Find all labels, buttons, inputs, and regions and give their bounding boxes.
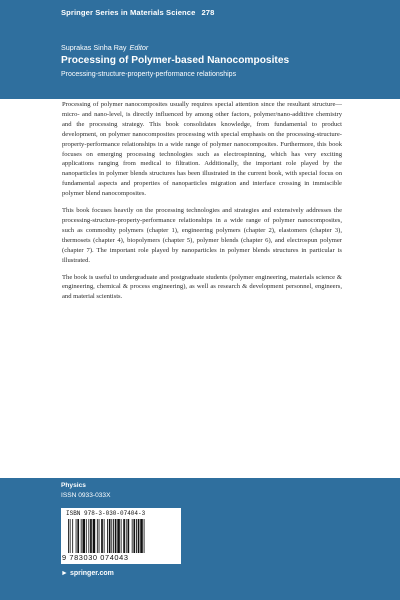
barcode-bar bbox=[99, 519, 100, 553]
barcode-bar bbox=[140, 519, 143, 553]
barcode-bar bbox=[123, 519, 125, 553]
website-link[interactable] bbox=[61, 570, 114, 577]
blurb-paragraph-2: This book focuses heavily on the processing technologies and strategies and extensively addresses the processing-structure-property-performance relationships in a wide range of polymer nanocomposites, such as commodity polymers (chapter 1), engineering polymers (chapter 2), elastomers (chapter 3), thermosets (chapter 4), biopolymers (chapter 5), polymer blends (chapter 6), and electrospun polymer (chapter 7). The important role played by nanoparticles in polymer blends structures in particular is illustrated. bbox=[62, 207, 342, 264]
barcode-bar bbox=[128, 519, 130, 553]
arrow-right-icon: ► bbox=[61, 570, 68, 577]
barcode-bar bbox=[113, 519, 114, 553]
barcode-bar bbox=[70, 519, 71, 553]
barcode-bar bbox=[101, 519, 103, 553]
barcode-bar bbox=[104, 519, 105, 553]
barcode-bar bbox=[76, 519, 77, 553]
barcode bbox=[61, 508, 181, 564]
barcode-bar bbox=[93, 519, 96, 553]
barcode-digits: 9 783030 074043 bbox=[62, 553, 129, 562]
barcode-bar bbox=[115, 519, 117, 553]
barcode-bar bbox=[132, 519, 133, 553]
barcode-bar bbox=[138, 519, 140, 553]
series-name: Springer Series in Materials Science bbox=[61, 8, 196, 17]
barcode-bar bbox=[77, 519, 79, 553]
barcode-bar bbox=[81, 519, 82, 553]
blurb-paragraph-3: The book is useful to undergraduate and postgraduate students (polymer engineering, materials science & engineering, chemical & process engineering), as well as research & development personnel, engineers, and material scientists. bbox=[62, 273, 342, 301]
header-band bbox=[0, 0, 400, 99]
book-subtitle: Processing-structure-property-performance relationships bbox=[61, 71, 237, 78]
editor-role: Editor bbox=[129, 43, 149, 52]
barcode-bar bbox=[111, 519, 112, 553]
barcode-bar bbox=[133, 519, 135, 553]
barcode-bar bbox=[86, 519, 87, 553]
subject-label: Physics bbox=[61, 482, 86, 489]
barcode-bar bbox=[88, 519, 89, 553]
barcode-bar bbox=[117, 519, 120, 553]
barcode-bar bbox=[136, 519, 137, 553]
series-line bbox=[61, 8, 214, 17]
barcode-bar bbox=[97, 519, 98, 553]
isbn-label: ISBN 978-3-030-07404-3 bbox=[66, 510, 146, 517]
barcode-bars bbox=[66, 519, 176, 553]
barcode-bar bbox=[90, 519, 92, 553]
issn-label: ISSN 0933-033X bbox=[61, 492, 111, 499]
blurb bbox=[62, 100, 342, 309]
barcode-bar bbox=[144, 519, 145, 553]
footer-band bbox=[0, 478, 400, 600]
barcode-bar bbox=[126, 519, 127, 553]
website-label: springer.com bbox=[69, 570, 114, 577]
barcode-bar bbox=[72, 519, 73, 553]
editor-line bbox=[61, 43, 148, 52]
editor-name: Suprakas Sinha Ray bbox=[61, 43, 127, 52]
barcode-bar bbox=[107, 519, 108, 553]
barcode-bar bbox=[109, 519, 111, 553]
barcode-bar bbox=[121, 519, 122, 553]
book-title: Processing of Polymer-based Nanocomposites bbox=[61, 55, 290, 66]
series-number: 278 bbox=[201, 8, 215, 17]
barcode-bar bbox=[68, 519, 69, 553]
barcode-bar bbox=[82, 519, 85, 553]
blurb-paragraph-1: Processing of polymer nanocomposites usually requires special attention since the resultant structure—micro- and nano-level, is directly influenced by among other factors, polymer/nano-additive chemistry and the processing strategy. This book consolidates knowledge, from fundamental to product development, on polymer nanocomposites processing with special emphasis on the processing-structure-property-performance relationships in a wide range of polymer nanocomposites. Furthermore, this book focuses on emerging processing technologies such as electrospinning, which has very exciting applications ranging from medical to filtration. Additionally, the important role played by the nanoparticles in polymer blends structures has been illustrated in the current book, with special focus on fundamental aspects and properties of nanoparticles migration and interface crossing in immiscible polymer blend nanocomposites. bbox=[62, 101, 342, 198]
